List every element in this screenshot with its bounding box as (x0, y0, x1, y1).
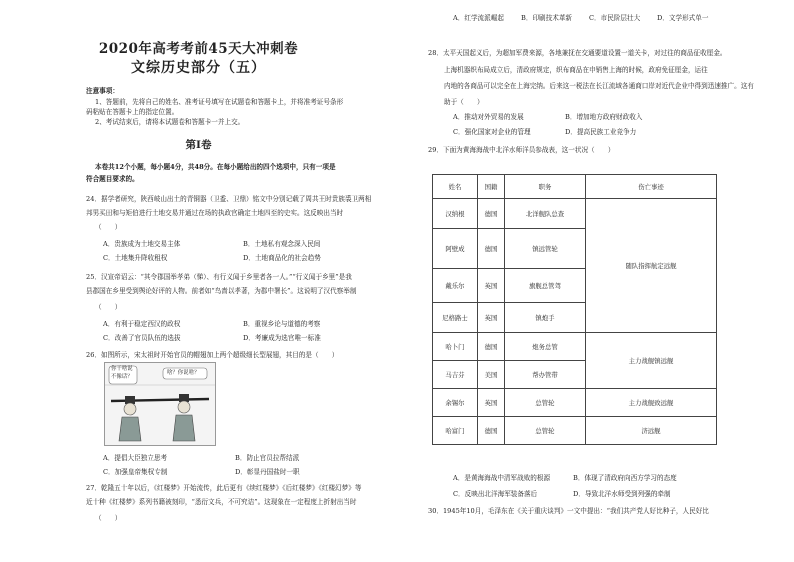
table-cell-nation: 英国 (478, 303, 505, 333)
table-cell-duty: 帮办管带 (505, 361, 586, 389)
q24-stem-a: 24．据学者研究，陕西岐山出土的青铜器（卫盉、卫鼎）铭文中分别记载了周共王时贵族裘卫两相 (86, 195, 372, 203)
q29-option-c: C．反映出北洋海军装备落后 (453, 490, 538, 498)
q27-option-d: D．文学形式单一 (657, 14, 709, 22)
table-cell-duty: 总管轮 (505, 417, 586, 445)
table-cell-duty: 总管轮 (505, 389, 586, 417)
section-heading: 第Ⅰ卷 (185, 139, 212, 151)
q24-option-c: C．土地集升降收租权 (103, 254, 168, 262)
table-header-deeds: 伤亡事迹 (586, 175, 717, 199)
q28-option-a: A．推动对外贸易的发展 (453, 113, 524, 121)
table-cell-nation: 德国 (478, 417, 505, 445)
table-cell-name: 汉纳根 (433, 199, 478, 229)
q27-stem-a: 27．乾隆五十年以后，《红楼梦》开始流传，此后更有《续红楼梦》《后红楼梦》《红楼幻梦》等 (86, 484, 362, 492)
notice-1b: 码粘贴在答题卡上的指定位置。 (86, 108, 179, 116)
q30-stem: 30．1945年10月，毛泽东在《关于重庆谈判》一文中提出：“我们共产党人好比种子，人民好比 (428, 507, 709, 515)
notice-heading: 注意事项： (86, 87, 119, 95)
section-intro-b: 符合题目要求的。 (86, 175, 139, 183)
q28-stem-d: 助于（ ） (444, 98, 484, 106)
q29-option-b: B．体现了清政府向西方学习的态度 (573, 474, 677, 482)
table-cell-deeds: 主力战舰致远舰 (586, 389, 717, 417)
table-row (433, 389, 717, 417)
table-cell-nation: 德国 (478, 333, 505, 361)
q28-stem-c: 内地的各商品可以完全在上海完纳。后来这一税法在长江流域各通商口岸对近代企业中得到迅速推广。这有 (444, 82, 754, 90)
table-row (433, 333, 717, 361)
q26-option-c: C．加强皇帝集权专制 (103, 468, 168, 476)
notice-1a: 1、答题前，先将自己的姓名、准考证号填写在试题卷和答题卡上，并将准考证号条形 (95, 98, 344, 106)
table-cell-duty: 旗舰总管驾 (505, 269, 586, 303)
table-header-nation: 国籍 (478, 175, 505, 199)
q24-option-d: D．土地商品化的社会趋势 (243, 254, 321, 262)
q27-paren: （ ） (95, 514, 122, 522)
table-cell-name: 阿壁成 (433, 229, 478, 269)
q26-stem: 26．如图所示，宋太祖时开始官员的帽翅加上两个超级细长型展翅，其目的是（ ） (86, 351, 339, 359)
q28-option-d: D．提高民族工业竞争力 (565, 128, 637, 136)
bubble-right: 啥？你说啥？ (167, 370, 200, 376)
q29-option-a: A．是黄海海战中清军战败的根源 (453, 474, 551, 482)
table-cell-duty: 镇炮手 (505, 303, 586, 333)
table-cell-nation: 英国 (478, 389, 505, 417)
table-cell-deeds: 主力战舰镇远舰 (586, 333, 717, 389)
q25-stem-b: 县郡国在乡里受到舆论好评的人物。前者如“鸟啬以孝著，为郡中署长”。这说明了汉代察举制 (86, 287, 357, 295)
q25-option-c: C．改善了官员队伍的选拔 (103, 334, 181, 342)
table-cell-duty: 北洋舰队总查 (505, 199, 586, 229)
q24-paren: （ ） (95, 223, 122, 231)
q28-option-c: C．强化国家对企业的管理 (453, 128, 531, 136)
exam-subtitle: 文综历史部分（五） (131, 60, 266, 76)
q28-stem-a: 28．太平天国起义后，为超加军费来源，各地兼抚在交通要道设置一道关卡，对过往的商品征收厘金。 (428, 49, 727, 57)
beiyang-foreign-officers-table (432, 174, 717, 445)
table-cell-deeds: 济远舰 (586, 417, 717, 445)
q27-option-c: C．市民阶层壮大 (589, 14, 641, 22)
q29-option-d: D．导致北洋水师受到列强的牵制 (573, 490, 671, 498)
q28-option-b: B．增加地方政府财政收入 (565, 113, 643, 121)
table-cell-nation: 德国 (478, 229, 505, 269)
table-cell-nation: 英国 (478, 269, 505, 303)
table-cell-duty: 炮务总管 (505, 333, 586, 361)
q26-option-d: D．彰显丹国盐时一职 (235, 468, 300, 476)
q24-option-b: B．土地私有观念深入民间 (243, 240, 321, 248)
table-cell-nation: 美国 (478, 361, 505, 389)
q25-stem-a: 25．汉宣帝诏云：“其令郡国举孝弟（悌）、有行义闻于乡里者各一人。”“行义闻于乡里”是我 (86, 273, 352, 281)
table-cell-name: 哈卜门 (433, 333, 478, 361)
table-header-row (433, 175, 717, 199)
table-cell-duty: 镇远管轮 (505, 229, 586, 269)
bubble-left-line1: 你干啥说 (111, 366, 133, 372)
section-intro-a: 本卷共12个小题，每小题4分，共48分。在每小题给出的四个选项中，只有一项是 (95, 163, 336, 171)
table-header-duty: 职务 (505, 175, 586, 199)
table-cell-name: 戴乐尔 (433, 269, 478, 303)
table-cell-name: 尼格路士 (433, 303, 478, 333)
table-cell-name: 余锡尔 (433, 389, 478, 417)
exam-title: 2020年高考考前45天大冲刺卷 (98, 41, 299, 57)
q24-option-a: A．贵族成为土地交易主体 (103, 240, 181, 248)
table-row (433, 199, 717, 229)
bubble-left-line2: 不像话？ (111, 374, 133, 380)
table-row (433, 417, 717, 445)
q25-paren: （ ） (95, 303, 122, 311)
q28-stem-b: 上海机器织布局成立后，清政府规定，织布商品在申销售上海的时候，政府免征厘金，运往 (444, 66, 708, 74)
table-cell-name: 哈富门 (433, 417, 478, 445)
q27-option-b: B．印刷技术革新 (521, 14, 573, 22)
notice-2: 2、考试结束后，请将本试题卷和答题卡一并上交。 (95, 118, 245, 126)
q29-stem: 29．下面为黄海海战中北洋水师洋员参战表，这一状况（ ） (428, 146, 615, 154)
q24-stem-b: 邦男买田和与矩伯进行土地交易并通过在场的执政官确定土地四至的史实。这反映出当时 (86, 209, 344, 217)
song-officials-illustration (104, 362, 216, 446)
table-header-name: 姓名 (433, 175, 478, 199)
q27-stem-b: 近十种《红楼梦》系列书籍被刻印，“悉衍文兵，不可究诘”。这现象在一定程度上折射出当时 (86, 498, 357, 506)
q26-option-b: B．防止官员拉帮结派 (235, 454, 300, 462)
q26-option-a: A．提倡大臣独立思考 (103, 454, 168, 462)
q25-option-d: D．考廉成为选官唯一标准 (243, 334, 321, 342)
table-cell-nation: 德国 (478, 199, 505, 229)
table-cell-name: 马吉芬 (433, 361, 478, 389)
table-cell-deeds: 随队指挥航定远舰 (586, 199, 717, 333)
q25-option-a: A．有利于稳定西汉的政权 (103, 320, 181, 328)
q25-option-b: B．重视乡论与道德的考察 (243, 320, 321, 328)
q27-option-a: A．红学流派崛起 (453, 14, 504, 22)
